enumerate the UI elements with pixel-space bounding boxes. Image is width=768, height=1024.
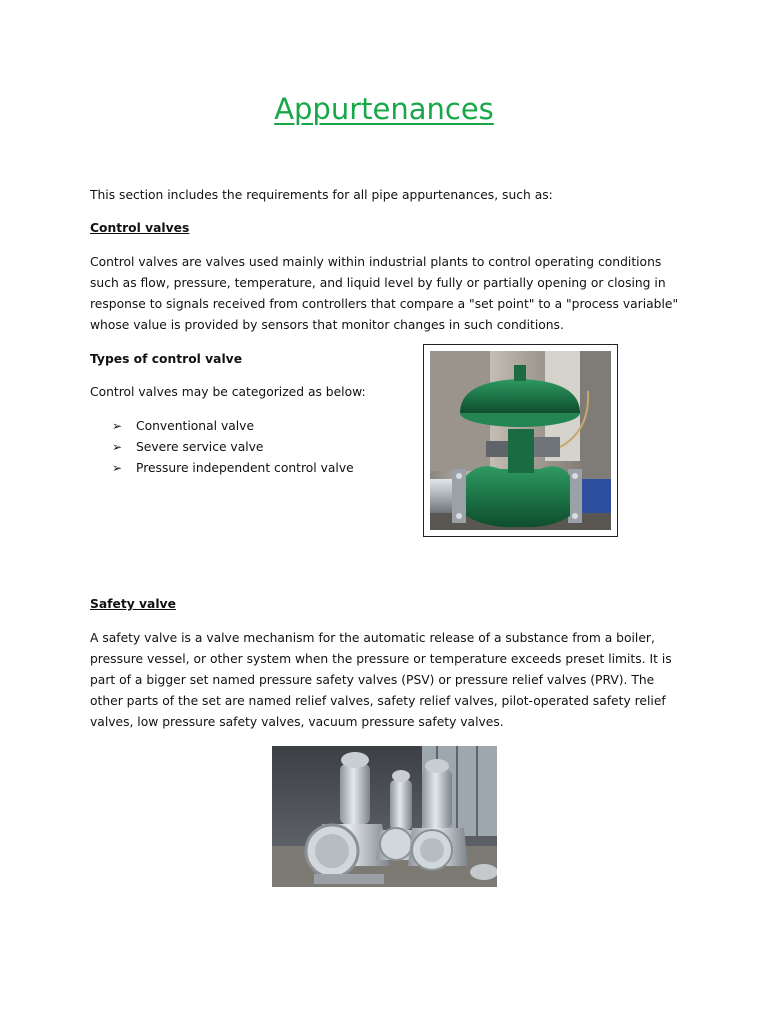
paragraph-line: valves, low pressure safety valves, vacuum pressure safety valves. [90, 715, 504, 729]
control-valve-photo-frame [423, 344, 618, 537]
safety-valve-heading: Safety valve [90, 597, 176, 611]
paragraph-line: pressure vessel, or other system when the pressure or temperature exceeds preset limits. It is [90, 652, 672, 666]
control-valves-heading: Control valves [90, 221, 190, 235]
control-valve-photo [430, 351, 611, 530]
list-item [112, 458, 354, 479]
arrowhead-bullet-icon: ➢ [112, 419, 123, 433]
paragraph-line: A safety valve is a valve mechanism for the automatic release of a substance from a boiler, [90, 631, 655, 645]
page-title: Appurtenances [274, 92, 494, 126]
paragraph-line: such as flow, pressure, temperature, and liquid level by fully or partially opening or closing in [90, 276, 666, 290]
paragraph-line: response to signals received from controllers that compare a "set point" to a "process variable" [90, 297, 679, 311]
paragraph-line: part of a bigger set named pressure safety valves (PSV) or pressure relief valves (PRV). The [90, 673, 655, 687]
types-intro: Control valves may be categorized as below: [90, 385, 366, 399]
paragraph-line: Control valves are valves used mainly within industrial plants to control operating conditions [90, 255, 662, 269]
safety-valve-photo [272, 746, 497, 887]
types-heading: Types of control valve [90, 352, 243, 366]
list-item-label: Conventional valve [136, 419, 255, 433]
list-item-label: Pressure independent control valve [136, 461, 354, 475]
arrowhead-bullet-icon: ➢ [112, 461, 123, 475]
arrowhead-bullet-icon: ➢ [112, 440, 123, 454]
paragraph-line: other parts of the set are named relief valves, safety relief valves, pilot-operated safety relief [90, 694, 666, 708]
paragraph-line: whose value is provided by sensors that monitor changes in such conditions. [90, 318, 564, 332]
types-list [112, 416, 354, 479]
list-item [112, 437, 354, 458]
safety-valve-paragraph [90, 628, 690, 733]
control-valves-paragraph [90, 252, 690, 336]
intro-text: This section includes the requirements for all pipe appurtenances, such as: [90, 188, 553, 202]
list-item-label: Severe service valve [136, 440, 264, 454]
list-item [112, 416, 354, 437]
